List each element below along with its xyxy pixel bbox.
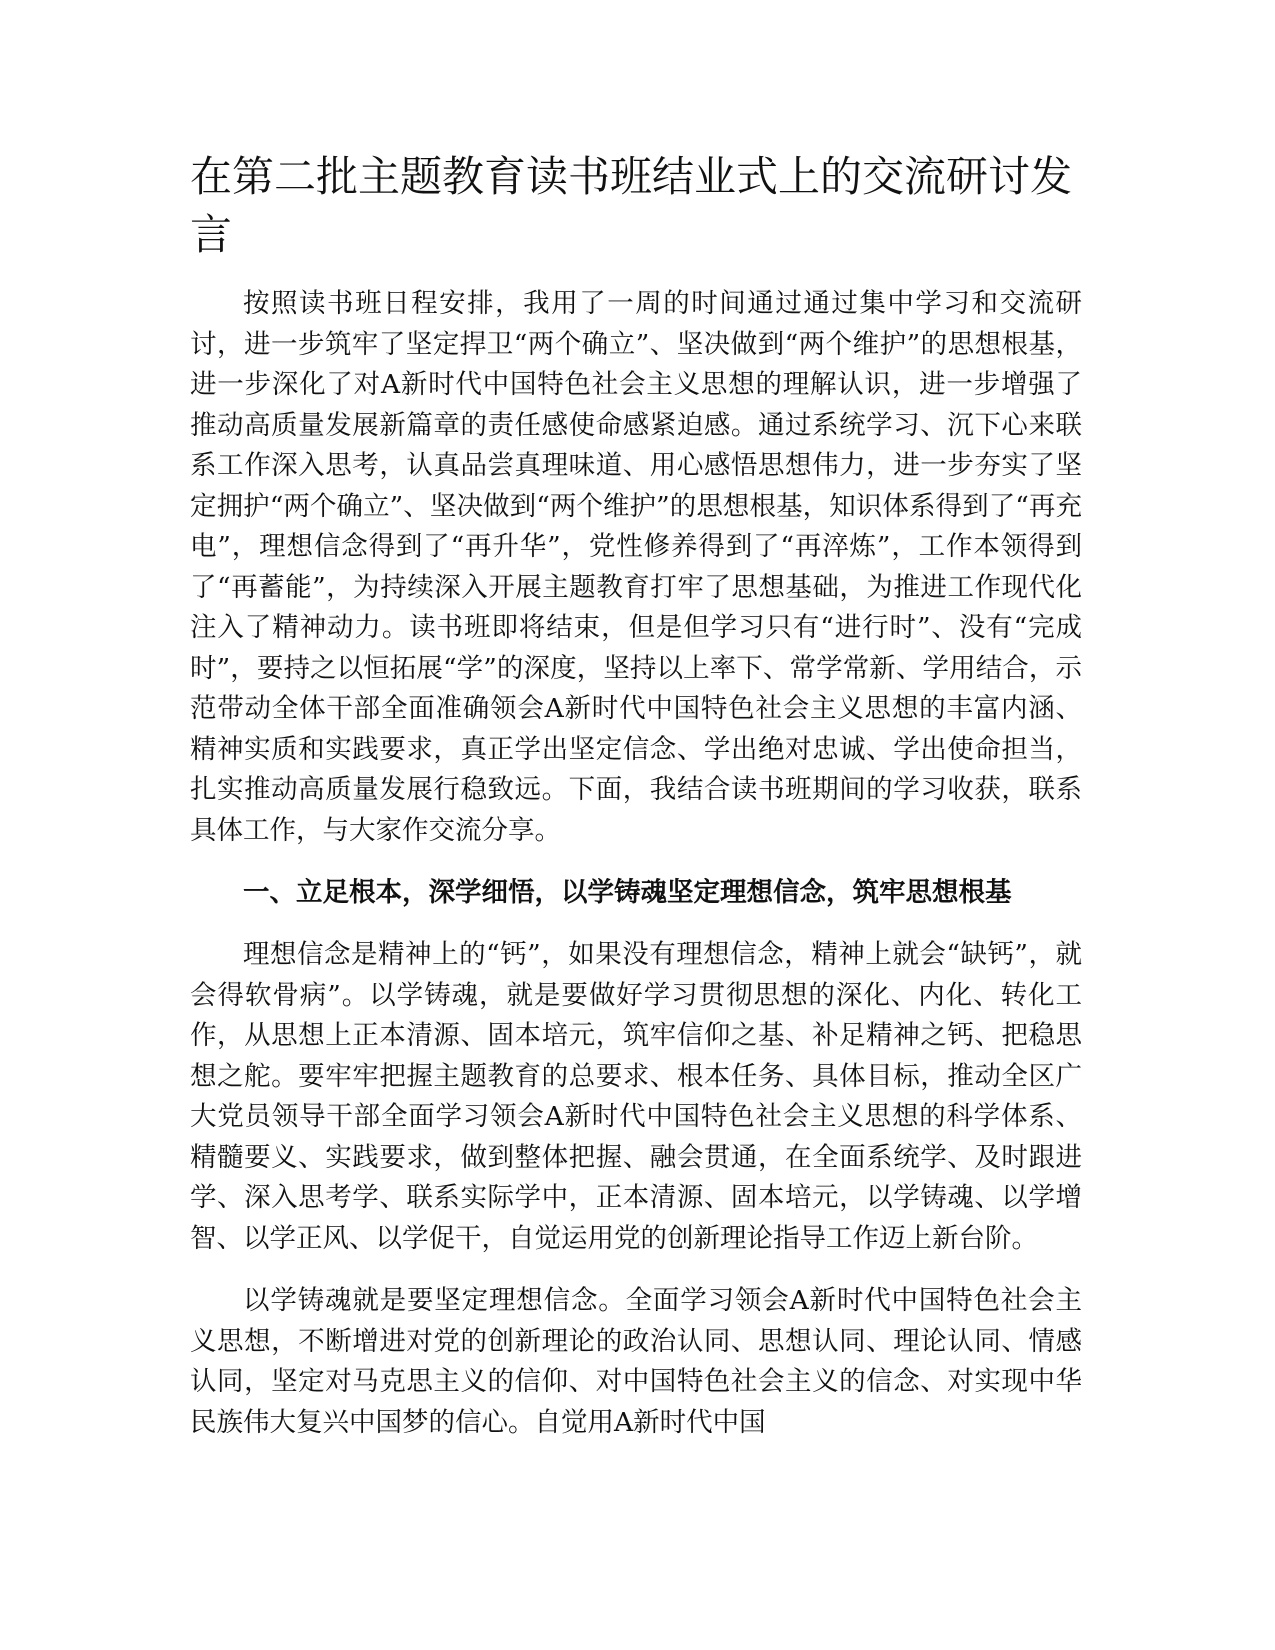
intro-paragraph: 按照读书班日程安排，我用了一周的时间通过通过集中学习和交流研讨，进一步筑牢了坚定捍卫“两个确立”、坚决做到“两个维护”的思想根基，进一步深化了对A新时代中国特色社会主义思想的理解认识，进一步增强了推动高质量发展新篇章的责任感使命感紧迫感。通过系统学习、沉下心来联系工作深入思考，认真品尝真理味道、用心感悟思想伟力，进一步夯实了坚定拥护“两个确立”、坚决做到“两个维护”的思想根基，知识体系得到了“再充电”，理想信念得到了“再升华”，党性修养得到了“再淬炼”，工作本领得到了“再蓄能”，为持续深入开展主题教育打牢了思想基础，为推进工作现代化注入了精神动力。读书班即将结束，但是但学习只有“进行时”、没有“完成时”，要持之以恒拓展“学”的深度，坚持以上率下、常学常新、学用结合，示范带动全体干部全面准确领会A新时代中国特色社会主义思想的丰富内涵、精神实质和实践要求，真正学出坚定信念、学出绝对忠诚、学出使命担当，扎实推动高质量发展行稳致远。下面，我结合读书班期间的学习收获，联系具体工作，与大家作交流分享。	[190, 288, 1082, 846]
section-heading-1: 一、立足根本，深学细悟，以学铸魂坚定理想信念，筑牢思想根基	[243, 877, 1012, 908]
document-title: 在第二批主题教育读书班结业式上的交流研讨发言	[190, 152, 1073, 259]
section1-paragraph-2: 以学铸魂就是要坚定理想信念。全面学习领会A新时代中国特色社会主义思想，不断增进对党的创新理论的政治认同、思想认同、理论认同、情感认同，坚定对马克思主义的信仰、对中国特色社会主义的信念、对实现中华民族伟大复兴中国梦的信心。自觉用A新时代中国	[190, 1285, 1082, 1438]
document-page	[190, 148, 1082, 1465]
section1-paragraph-1: 理想信念是精神上的“钙”，如果没有理想信念，精神上就会“缺钙”，就会得软骨病”。以学铸魂，就是要做好学习贯彻思想的深化、内化、转化工作，从思想上正本清源、固本培元，筑牢信仰之基、补足精神之钙、把稳思想之舵。要牢牢把握主题教育的总要求、根本任务、具体目标，推动全区广大党员领导干部全面学习领会A新时代中国特色社会主义思想的科学体系、精髓要义、实践要求，做到整体把握、融会贯通，在全面系统学、及时跟进学、深入思考学、联系实际学中，正本清源、固本培元，以学铸魂、以学增智、以学正风、以学促干，自觉运用党的创新理论指导工作迈上新台阶。	[190, 939, 1082, 1254]
